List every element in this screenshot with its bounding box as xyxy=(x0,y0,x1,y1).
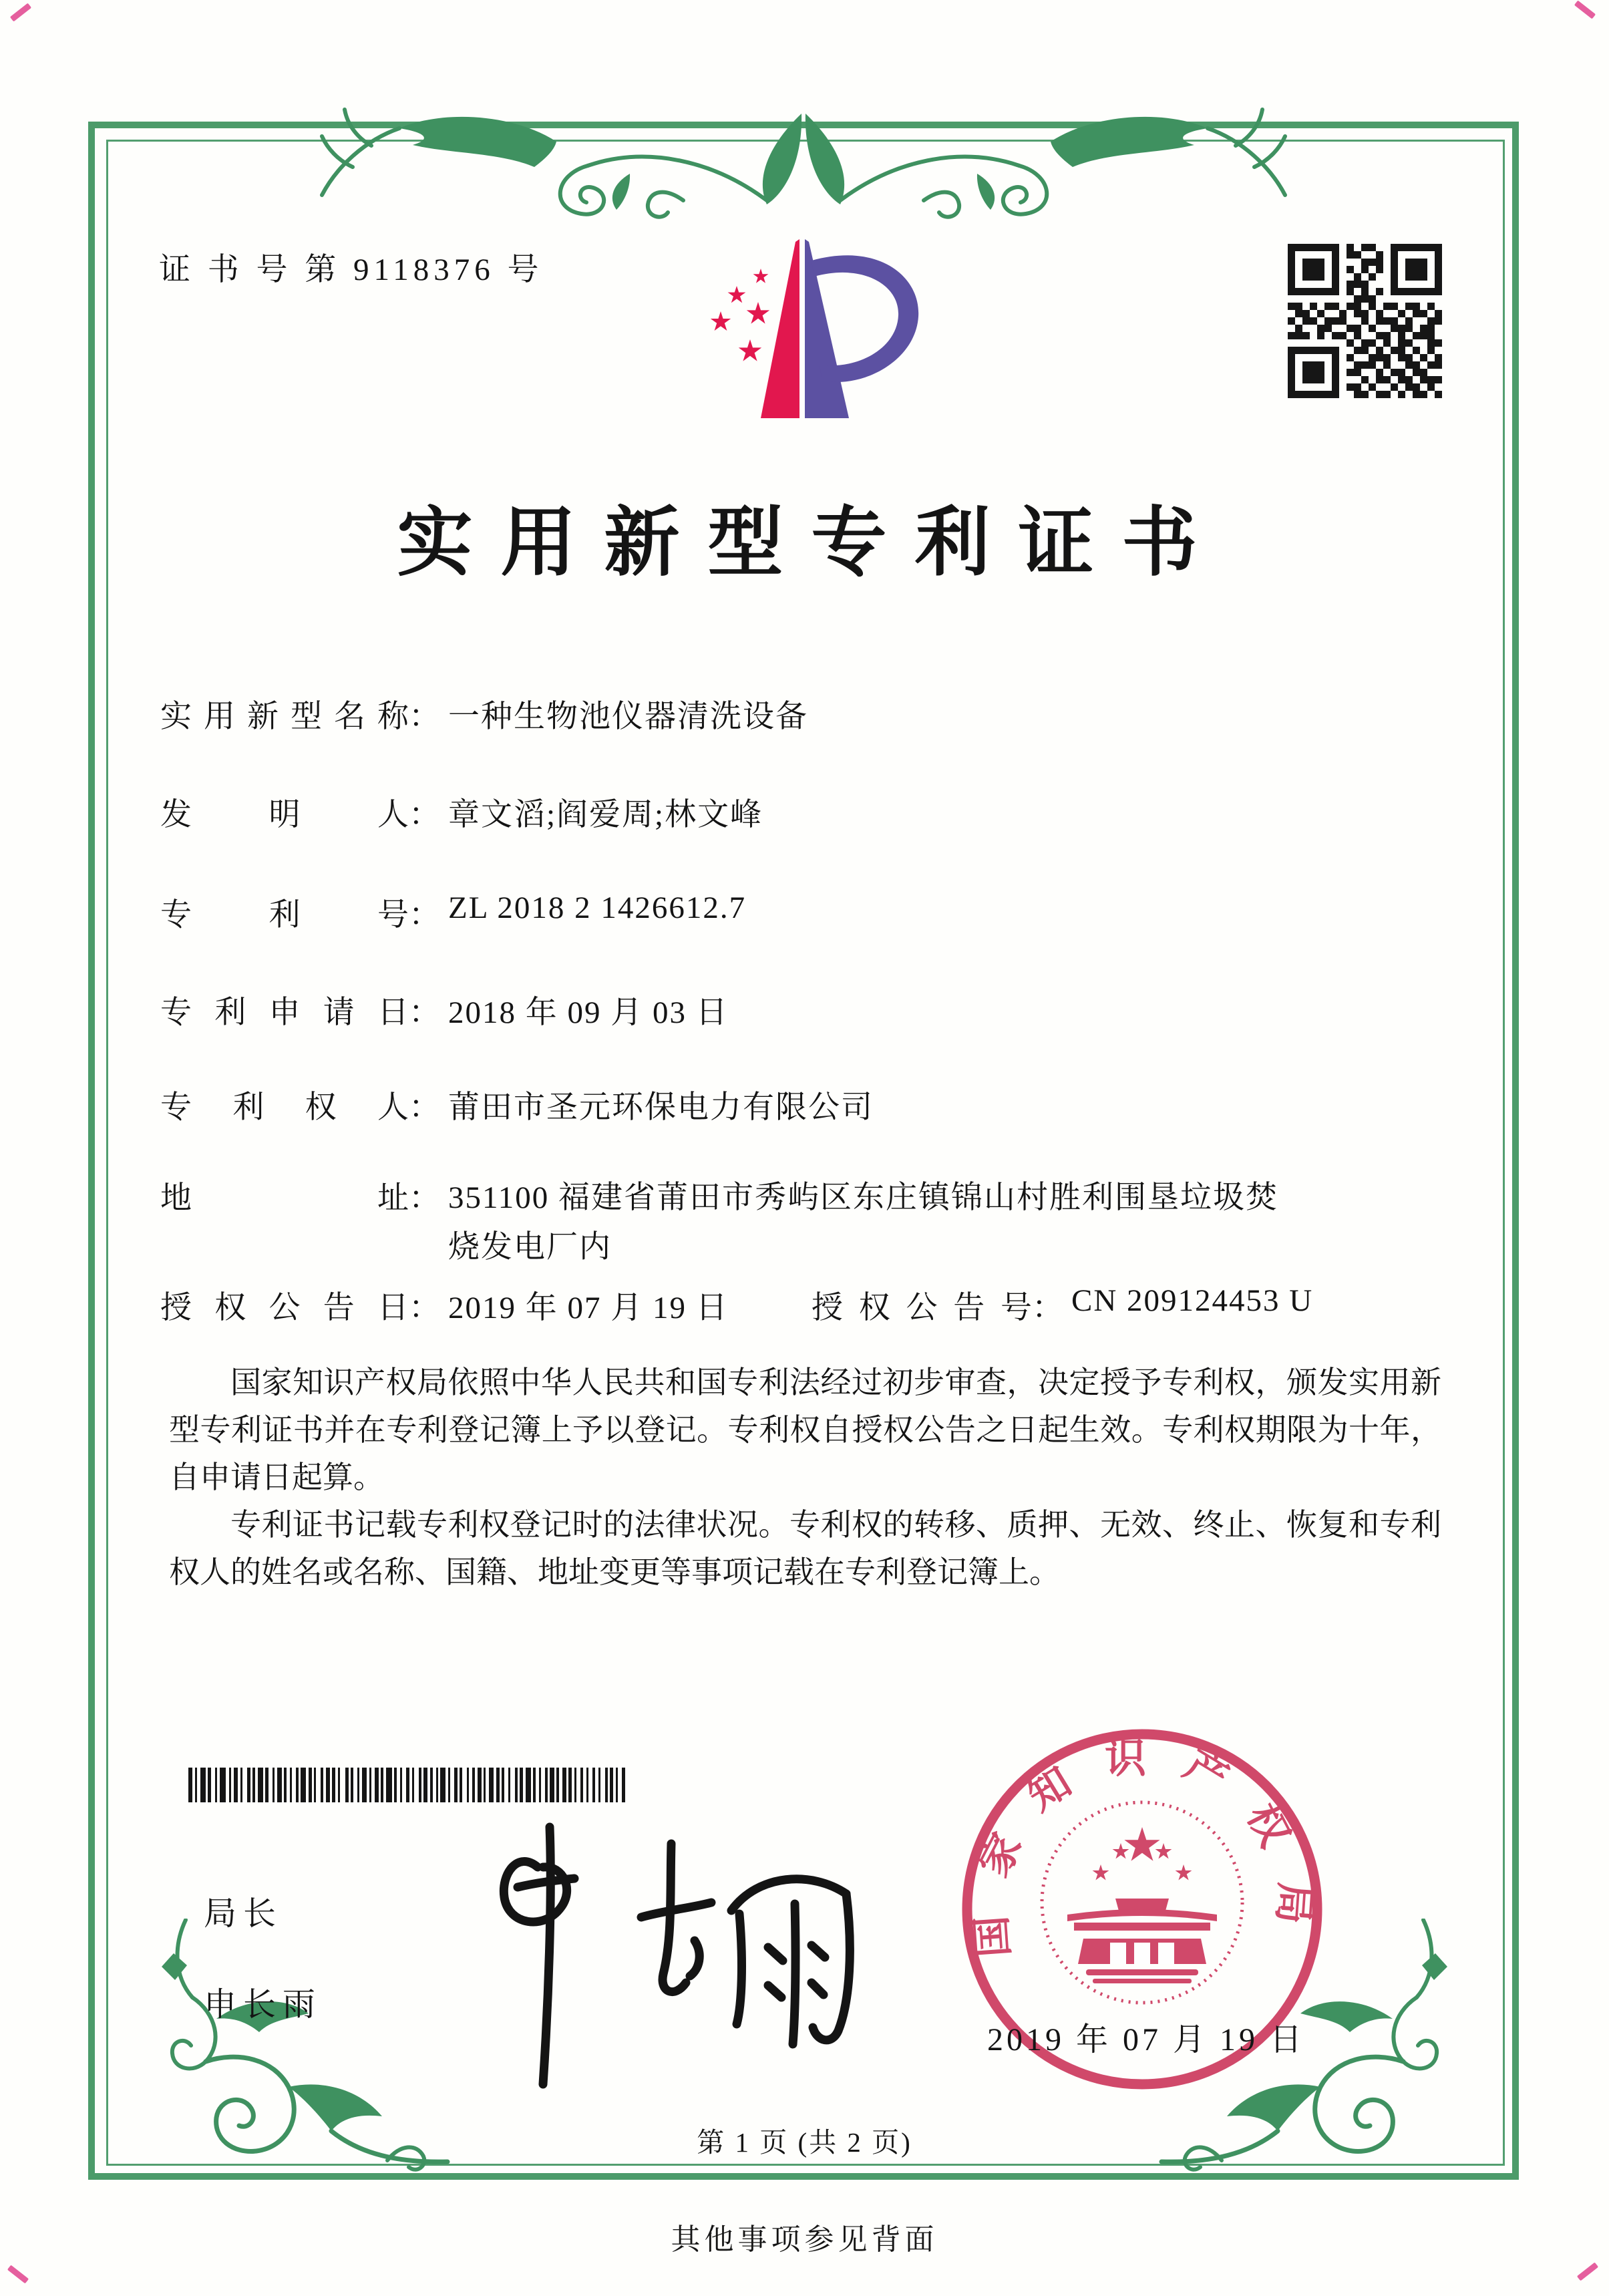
field-value: 351100 福建省莆田市秀屿区东庄镇锦山村胜利围垦垃圾焚烧发电厂内 xyxy=(448,1180,1279,1265)
cnipa-logo-icon xyxy=(678,231,926,426)
field-row-grant-date xyxy=(160,1283,729,1327)
field-value: 一种生物池仪器清洗设备 xyxy=(448,699,808,734)
field-row-filing-date xyxy=(160,987,729,1032)
certificate-number: 证 书 号 第 9118376 号 xyxy=(159,253,544,287)
legal-paragraph-1: 国家知识产权局依照中华人民共和国专利法经过初步审查，决定授予专利权，颁发实用新型专利证书并在专利登记簿上予以登记。专利权自授权公告之日起生效。专利权期限为十年，自申请日起算。 xyxy=(169,1365,1441,1494)
seal-date: 2019 年 07 月 19 日 xyxy=(987,2022,1306,2058)
field-row-grant-no xyxy=(812,1283,1313,1327)
field-colon: ： xyxy=(409,1090,440,1125)
signature-icon xyxy=(437,1804,865,2111)
corner-mark-icon xyxy=(10,3,31,21)
qr-code xyxy=(1288,244,1442,398)
document-title: 实用新型专利证书 xyxy=(397,502,1226,585)
field-colon: ： xyxy=(409,995,440,1030)
legal-paragraph-2: 专利证书记载专利权登记时的法律状况。专利权的转移、质押、无效、终止、恢复和专利权人的姓名或名称、国籍、地址变更等事项记载在专利登记簿上。 xyxy=(169,1508,1441,1589)
field-label: 授权公告日 xyxy=(160,1291,409,1325)
national-emblem-icon xyxy=(1067,1827,1217,1983)
officer-title-label: 局长 xyxy=(204,1895,283,1932)
field-value: ZL 2018 2 1426612.7 xyxy=(448,890,747,925)
field-colon: ： xyxy=(409,898,440,933)
field-value: 章文滔;阎爱周;林文峰 xyxy=(448,798,763,832)
field-row-patent-no xyxy=(160,890,746,935)
field-row-address xyxy=(160,1173,1303,1272)
top-scroll-ornament-icon xyxy=(319,67,1288,230)
seal-agency-text: 国家知识产权局 xyxy=(966,1736,1318,1959)
field-colon: ： xyxy=(409,1181,440,1216)
field-colon: ： xyxy=(409,798,440,832)
field-value: CN 209124453 U xyxy=(1071,1283,1314,1318)
field-row-name xyxy=(160,691,808,736)
page-number: 第 1 页 (共 2 页) xyxy=(697,2127,912,2158)
legal-text xyxy=(169,1359,1441,1596)
field-label: 专利权人 xyxy=(160,1090,409,1125)
field-row-inventor xyxy=(160,790,763,834)
field-label: 专利号 xyxy=(160,898,409,933)
barcode xyxy=(188,1768,637,1802)
field-colon: ： xyxy=(1032,1291,1063,1325)
field-label: 地址 xyxy=(160,1181,409,1216)
corner-mark-icon xyxy=(1574,0,1596,19)
field-value: 2019 年 07 月 19 日 xyxy=(448,1291,729,1325)
field-row-patentee xyxy=(160,1082,874,1127)
corner-mark-icon xyxy=(1577,2262,1598,2281)
field-label: 授权公告号 xyxy=(812,1291,1032,1325)
field-label: 发明人 xyxy=(160,798,409,832)
field-value: 2018 年 09 月 03 日 xyxy=(448,995,729,1030)
field-value: 莆田市圣元环保电力有限公司 xyxy=(448,1090,874,1125)
corner-mark-icon xyxy=(7,2265,29,2283)
field-label: 实用新型名称 xyxy=(160,699,409,734)
field-label: 专利申请日 xyxy=(160,995,409,1030)
field-colon: ： xyxy=(409,699,440,734)
officer-name: 申长雨 xyxy=(204,1986,323,2023)
field-colon: ： xyxy=(409,1291,440,1325)
back-side-note: 其他事项参见背面 xyxy=(671,2223,938,2256)
